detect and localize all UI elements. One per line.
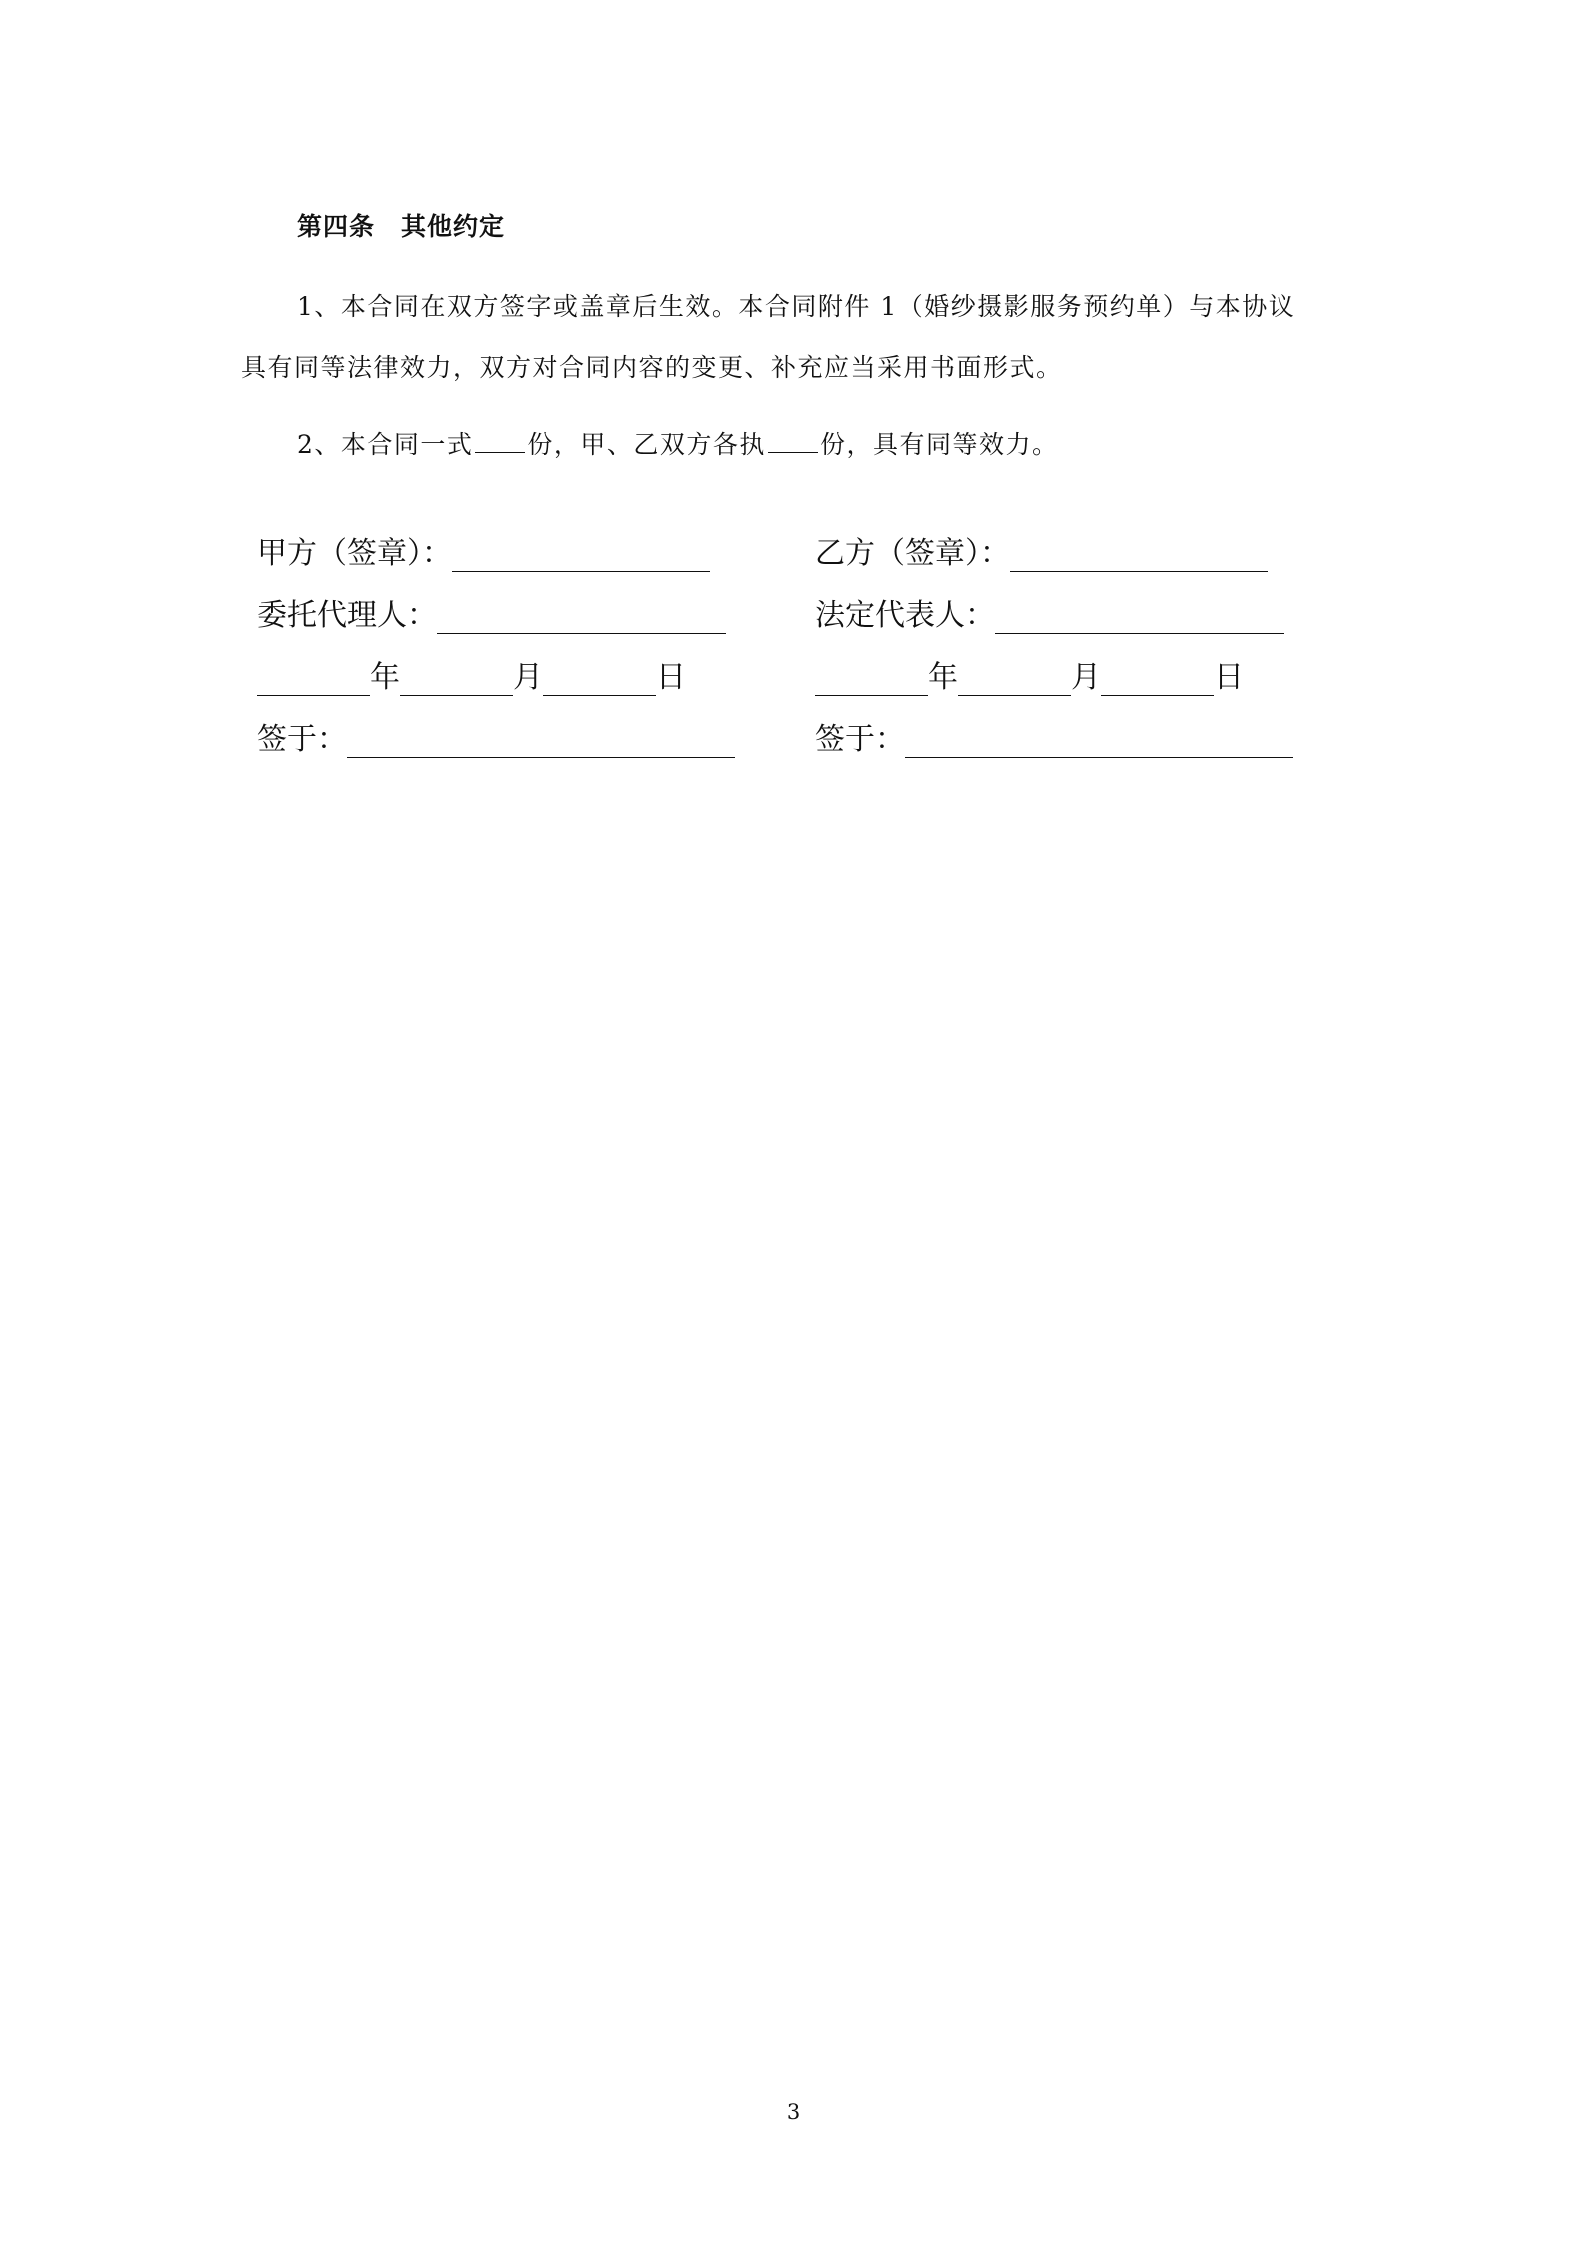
party-a-month-label: 月 bbox=[513, 660, 543, 695]
article-number: 第四条 bbox=[297, 212, 376, 241]
party-a-month-blank[interactable] bbox=[400, 665, 513, 696]
party-b-month-blank[interactable] bbox=[958, 665, 1071, 696]
party-b-signed-at-label: 签于： bbox=[815, 722, 905, 757]
party-a-seal-row bbox=[257, 528, 710, 572]
party-b-representative-label: 法定代表人： bbox=[815, 598, 995, 633]
clause-2-part-2: 份，甲、乙双方各执 bbox=[527, 430, 766, 459]
party-a-day-label: 日 bbox=[656, 660, 686, 695]
clause-2-part-3: 份，具有同等效力。 bbox=[819, 430, 1059, 459]
party-a-signed-at-row bbox=[257, 714, 735, 758]
party-b-date-row bbox=[815, 652, 1244, 696]
party-a-seal-label: 甲方（签章）： bbox=[257, 536, 452, 571]
clause-2-part-1: 2、本合同一式 bbox=[297, 430, 474, 459]
article-title: 其他约定 bbox=[401, 212, 506, 241]
party-a-agent-blank[interactable] bbox=[437, 603, 726, 634]
party-b-seal-row bbox=[815, 528, 1268, 572]
party-b-representative-row bbox=[815, 590, 1284, 634]
copies-total-blank[interactable] bbox=[475, 430, 525, 453]
party-b-year-label: 年 bbox=[928, 660, 958, 695]
party-b-signed-at-blank[interactable] bbox=[905, 727, 1293, 758]
copies-each-blank[interactable] bbox=[768, 430, 818, 453]
article-heading bbox=[297, 207, 505, 243]
party-b-seal-blank[interactable] bbox=[1010, 541, 1268, 572]
party-b-day-blank[interactable] bbox=[1101, 665, 1214, 696]
clause-1-line-1: 1、本合同在双方签字或盖章后生效。本合同附件 1（婚纱摄影服务预约单）与本协议 bbox=[297, 292, 1296, 321]
page-number: 3 bbox=[786, 2100, 801, 2124]
clause-2 bbox=[297, 425, 1058, 461]
party-b-year-blank[interactable] bbox=[815, 665, 928, 696]
party-a-year-label: 年 bbox=[370, 660, 400, 695]
party-b-seal-label: 乙方（签章）： bbox=[815, 536, 1010, 571]
party-a-agent-row bbox=[257, 590, 726, 634]
party-b-day-label: 日 bbox=[1214, 660, 1244, 695]
party-b-signed-at-row bbox=[815, 714, 1293, 758]
party-a-date-row bbox=[257, 652, 686, 696]
party-a-day-blank[interactable] bbox=[543, 665, 656, 696]
party-b-month-label: 月 bbox=[1071, 660, 1101, 695]
party-a-agent-label: 委托代理人： bbox=[257, 598, 437, 633]
party-a-seal-blank[interactable] bbox=[452, 541, 710, 572]
party-b-representative-blank[interactable] bbox=[995, 603, 1284, 634]
party-a-signed-at-blank[interactable] bbox=[347, 727, 735, 758]
clause-1-line-2: 具有同等法律效力，双方对合同内容的变更、补充应当采用书面形式。 bbox=[241, 353, 1063, 382]
party-a-year-blank[interactable] bbox=[257, 665, 370, 696]
party-a-signed-at-label: 签于： bbox=[257, 722, 347, 757]
